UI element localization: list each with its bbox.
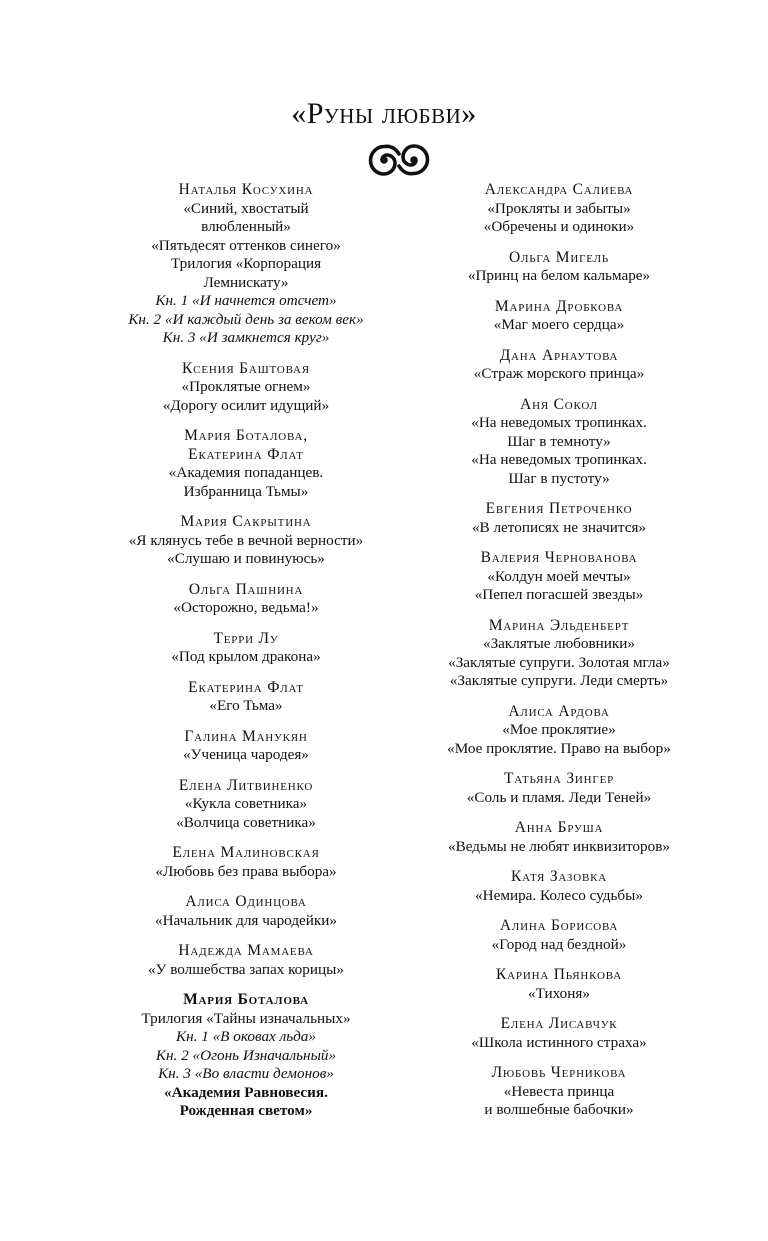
book-title-line: «Колдун моей мечты»: [487, 567, 631, 585]
book-entry: [98, 513, 394, 569]
author-name: Ольга Пашнина: [188, 580, 304, 598]
book-entry: [406, 1015, 712, 1052]
book-title-line: «Заклятые любовники»: [482, 635, 636, 652]
book-title-line: Трилогия «Тайны изначальных»: [141, 1009, 351, 1027]
book-entry: [98, 844, 394, 881]
author-name: Марина Дробкова: [494, 297, 624, 315]
book-title-line: Шаг в темноту»: [507, 432, 611, 450]
author-name: Екатерина Флат: [188, 678, 304, 696]
book-title-line: «Невеста принца: [503, 1082, 615, 1100]
book-title-line: «Его Тьма»: [209, 697, 283, 714]
book-entry: [98, 893, 394, 930]
author-name: Наталья Косухина: [178, 181, 314, 198]
book-title-line: «Тихоня»: [528, 984, 590, 1002]
book-title-line: «Под крылом дракона»: [171, 648, 321, 665]
book-entry: [98, 630, 394, 667]
book-title-line: Трилогия «Корпорация: [170, 255, 322, 272]
book-entry: [406, 966, 712, 1003]
author-name: Надежда Мамаева: [178, 942, 314, 959]
book-entry: [98, 581, 394, 618]
book-entry: [98, 777, 394, 833]
book-entry: [98, 181, 394, 348]
book-title-line: «Мое проклятие. Право на выбор»: [447, 739, 671, 757]
book-title-line: «На неведомых тропинках.: [471, 451, 647, 468]
book-entry: [406, 500, 712, 537]
author-name: Татьяна Зингер: [503, 770, 615, 787]
author-name: Мария Сакрытина: [180, 513, 312, 530]
author-name: Алиса Одинцова: [185, 893, 307, 910]
book-title-line: «Пепел погасшей звезды»: [474, 586, 644, 603]
book-title-line: «Академия попаданцев.: [168, 464, 324, 481]
left-column: [98, 181, 394, 1133]
book-title-line: «Я клянусь тебе в вечной верности»: [128, 531, 364, 549]
book-title-line: «Осторожно, ведьма!»: [173, 599, 319, 616]
book-title-line: Кн. 3 «И замкнется круг»: [162, 329, 330, 346]
book-title-line: «Заклятые супруги. Золотая мгла»: [448, 653, 670, 671]
author-name: Алина Борисова: [499, 917, 619, 934]
right-column: [406, 181, 712, 1132]
page-title: «Руны любви»: [291, 97, 477, 130]
book-title-line: «Принц на белом кальмаре»: [467, 267, 651, 284]
book-title-line: и волшебные бабочки»: [484, 1101, 634, 1118]
book-title-line: «Школа истинного страха»: [471, 1033, 647, 1051]
author-name: Любовь Черникова: [491, 1064, 627, 1081]
book-entry: [98, 991, 394, 1121]
book-entry: [98, 728, 394, 765]
author-name: Карина Пьянкова: [496, 966, 622, 983]
author-name: Галина Манукян: [184, 727, 308, 745]
book-entry: [406, 298, 712, 335]
book-title-line: «Волчица советника»: [176, 813, 316, 831]
book-entry: [406, 181, 712, 237]
author-name: Мария Боталова: [183, 991, 309, 1008]
book-entry: [406, 347, 712, 384]
author-name: Катя Зазовка: [511, 868, 607, 885]
book-entry: [406, 1064, 712, 1120]
book-title-line: «Прокляты и забыты»: [487, 199, 631, 217]
book-title-line: «В летописях не значится»: [471, 518, 647, 536]
book-entry: [98, 427, 394, 501]
book-title-line: «Соль и пламя. Леди Теней»: [466, 788, 652, 806]
book-entry: [98, 360, 394, 416]
book-entry: [406, 917, 712, 954]
book-entry: [406, 819, 712, 856]
book-title-line: «Слушаю и повинуюсь»: [167, 550, 325, 567]
author-name: Анна Бруша: [514, 819, 604, 836]
book-title-line: «Город над бездной»: [491, 935, 627, 953]
book-title-line: влюбленный»: [201, 218, 291, 235]
book-entry: [406, 868, 712, 905]
author-name: Елена Литвиненко: [178, 776, 314, 794]
book-title-line: «Страж морского принца»: [473, 365, 645, 382]
author-name: Екатерина Флат: [188, 445, 304, 463]
author-name: Ксения Баштовая: [182, 359, 310, 377]
book-title-line: Кн. 1 «И начнется отсчет»: [155, 292, 337, 309]
author-name: Дана Арнаутова: [499, 346, 619, 364]
book-title-line: «Пятьдесят оттенков синего»: [151, 236, 341, 254]
author-name: Мария Боталова,: [184, 427, 308, 444]
book-title-line: «Заклятые супруги. Леди смерть»: [449, 672, 669, 689]
book-title-line: Рожденная светом»: [179, 1102, 313, 1119]
book-title-line: Кн. 2 «И каждый день за веком век»: [128, 310, 364, 328]
book-title-line: «Кукла советника»: [184, 795, 308, 812]
book-entry: [406, 396, 712, 489]
book-entry: [98, 942, 394, 979]
author-name: Елена Малиновская: [172, 844, 320, 861]
double-spiral-ornament-icon: [368, 144, 430, 176]
book-title-line: Кн. 1 «В оковах льда»: [175, 1028, 316, 1045]
book-title-line: «Ведьмы не любят инквизиторов»: [448, 837, 670, 855]
book-title-line: «Любовь без права выбора»: [155, 862, 337, 880]
author-name: Евгения Петроченко: [485, 500, 633, 517]
author-name: Александра Салиева: [484, 181, 634, 198]
book-title-line: «Проклятые огнем»: [181, 378, 311, 395]
book-title-line: «Немира. Колесо судьбы»: [475, 886, 643, 904]
book-title-line: Кн. 3 «Во власти демонов»: [158, 1065, 334, 1082]
book-title-line: «Синий, хвостатый: [183, 199, 309, 217]
book-title-line: «Ученица чародея»: [183, 746, 309, 763]
book-title-line: «Академия Равновесия.: [164, 1083, 328, 1101]
book-title-line: «Обречены и одиноки»: [483, 218, 635, 235]
book-entry: [406, 617, 712, 691]
book-title-line: Шаг в пустоту»: [508, 469, 610, 487]
book-title-line: «Мое проклятие»: [502, 721, 616, 738]
author-name: Терри Лу: [213, 629, 279, 647]
book-entry: [406, 770, 712, 807]
book-title-line: «Маг моего сердца»: [493, 316, 625, 333]
book-title-line: «У волшебства запах корицы»: [148, 960, 344, 978]
book-entry: [98, 679, 394, 716]
book-title-line: «На неведомых тропинках.: [471, 414, 647, 431]
book-title-line: Избранница Тьмы»: [183, 482, 309, 500]
book-entry: [406, 703, 712, 759]
book-entry: [406, 249, 712, 286]
author-name: Алиса Ардова: [508, 702, 610, 720]
author-name: Ольга Мигель: [509, 248, 609, 266]
author-name: Валерия Чернованова: [480, 549, 638, 566]
author-name: Елена Лисавчук: [500, 1015, 618, 1032]
book-entry: [406, 549, 712, 605]
book-title-line: Кн. 2 «Огонь Изначальный»: [155, 1046, 337, 1064]
book-title-line: «Дорогу осилит идущий»: [162, 396, 330, 414]
book-title-line: Лемнискату»: [203, 273, 289, 291]
book-title-line: «Начальник для чародейки»: [154, 911, 338, 929]
author-name: Марина Эльденберт: [488, 616, 630, 634]
author-name: Аня Сокол: [520, 395, 598, 413]
